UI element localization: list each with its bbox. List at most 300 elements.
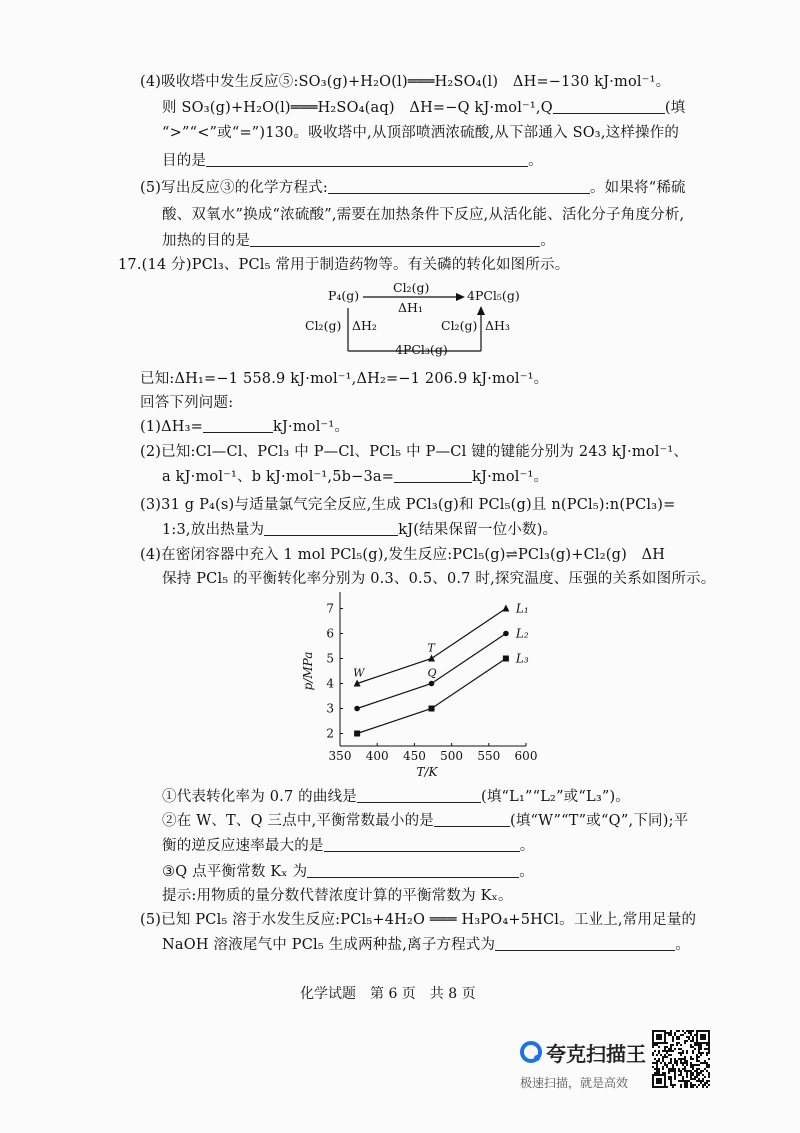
qr-module: [700, 1044, 702, 1046]
qr-module: [700, 1052, 702, 1054]
qr-module: [704, 1084, 706, 1086]
qr-module: [694, 1070, 696, 1072]
qr-module: [682, 1076, 684, 1078]
pressure-temperature-chart: [296, 586, 576, 786]
qr-module: [656, 1062, 658, 1064]
qr-module: [666, 1086, 668, 1088]
qr-module: [654, 1072, 656, 1074]
qr-module: [702, 1074, 704, 1076]
qr-module: [678, 1068, 680, 1070]
qr-module: [656, 1064, 658, 1066]
qr-module: [672, 1064, 674, 1066]
qr-module: [680, 1080, 682, 1082]
qr-module: [706, 1080, 708, 1082]
answer-blank[interactable]: [553, 99, 665, 114]
qr-module: [698, 1068, 700, 1070]
qr-module: [708, 1074, 710, 1076]
qr-module: [706, 1082, 708, 1084]
qr-module: [678, 1080, 680, 1082]
qr-module: [696, 1044, 698, 1046]
qr-module: [698, 1064, 700, 1066]
scanner-name: 夸克扫描王: [546, 1042, 646, 1066]
sub1-text: ①代表转化率为 0.7 的曲线是: [162, 789, 357, 805]
qr-module: [692, 1040, 694, 1042]
qr-module: [702, 1062, 704, 1064]
qr-module: [656, 1044, 658, 1046]
q17-1: [140, 417, 349, 437]
qr-module: [708, 1084, 710, 1086]
q17-3-line1: (3)31 g P₄(s)与适量氯气完全反应,生成 PCl₃(g)和 PCl₅(g)且 n(PCl₅):n(PCl₃)=: [140, 497, 676, 513]
qr-module: [664, 1050, 666, 1052]
qr-module: [696, 1072, 698, 1074]
data-point: [503, 631, 509, 637]
qr-module: [670, 1070, 672, 1072]
qr-module: [694, 1084, 696, 1086]
qr-module: [658, 1072, 660, 1074]
sub2-fill: (填“W”“T”或“Q”,下同);平: [510, 813, 689, 829]
qr-module: [678, 1036, 680, 1038]
qr-module: [684, 1070, 686, 1072]
qr-module: [654, 1058, 656, 1060]
qr-module: [680, 1072, 682, 1074]
q17-4-sub2-line2: [162, 836, 534, 856]
qr-module: [696, 1068, 698, 1070]
qr-module: [672, 1038, 674, 1040]
qr-module: [696, 1076, 698, 1078]
qr-module: [674, 1034, 676, 1036]
x-tick-label: 450: [402, 749, 426, 763]
qr-module: [666, 1056, 668, 1058]
qr-module: [678, 1038, 680, 1040]
qr-module: [686, 1072, 688, 1074]
qr-module: [686, 1050, 688, 1052]
qr-module: [698, 1084, 700, 1086]
qr-module: [664, 1054, 666, 1056]
qr-module: [702, 1070, 704, 1072]
qr-module: [674, 1074, 676, 1076]
q17-3-line2: [162, 520, 557, 540]
qr-module: [680, 1070, 682, 1072]
q17-3-heat-label: 1:3,放出热量为: [162, 522, 265, 538]
qr-module: [708, 1076, 710, 1078]
qr-module: [690, 1046, 692, 1048]
sub2-text2: 衡的逆反应速率最大的是: [162, 838, 324, 854]
qr-module: [684, 1062, 686, 1064]
q17-4-sub3: [162, 862, 534, 882]
q16-5-heat-label: 加热的目的是: [162, 233, 251, 249]
qr-module: [682, 1078, 684, 1080]
qr-module: [708, 1048, 710, 1050]
qr-module: [652, 1046, 654, 1048]
qr-module: [664, 1056, 666, 1058]
qr-module: [666, 1066, 668, 1068]
qr-module: [678, 1048, 680, 1050]
qr-module: [692, 1078, 694, 1080]
qr-module: [680, 1058, 682, 1060]
qr-module: [690, 1074, 692, 1076]
qr-module: [706, 1048, 708, 1050]
qr-module: [684, 1066, 686, 1068]
qr-module: [692, 1030, 694, 1032]
qr-module: [692, 1084, 694, 1086]
q17-2-expr: a kJ·mol⁻¹、b kJ·mol⁻¹,5b−3a=: [162, 469, 395, 485]
q17-4-line2: 保持 PCl₅ 的平衡转化率分别为 0.3、0.5、0.7 时,探究温度、压强的关系如图所示。: [162, 571, 716, 587]
qr-module: [684, 1040, 686, 1042]
qr-module: [678, 1058, 680, 1060]
qr-module: [680, 1052, 682, 1054]
qr-module: [662, 1072, 664, 1074]
diagram-pcl3: 4PCl₃(g): [395, 342, 448, 357]
qr-module: [698, 1072, 700, 1074]
qr-module: [706, 1052, 708, 1054]
data-point: [502, 605, 509, 612]
y-tick-label: 3: [326, 701, 334, 716]
qr-module: [696, 1080, 698, 1082]
q16-5-prompt: (5)写出反应③的化学方程式:: [140, 180, 328, 196]
qr-module: [686, 1040, 688, 1042]
qr-module: [698, 1060, 700, 1062]
qr-module: [670, 1080, 672, 1082]
answer-blank[interactable]: [203, 418, 273, 433]
qr-module: [668, 1054, 670, 1056]
qr-module: [700, 1082, 702, 1084]
qr-module: [668, 1072, 670, 1074]
q16-5-line2: 酸、双氧水”换成“浓硫酸”,需要在加热条件下反应,从活化能、活化分子角度分析,: [162, 207, 685, 223]
diagram-dh2: ΔH₂: [352, 318, 377, 333]
qr-module: [674, 1032, 676, 1034]
qr-module: [654, 1050, 656, 1052]
answer-blank[interactable]: [357, 788, 481, 803]
qr-module: [680, 1062, 682, 1064]
q17-5-line2: [162, 935, 690, 955]
qr-module: [690, 1034, 692, 1036]
sub2-text: ②在 W、T、Q 三点中,平衡常数最小的是: [162, 813, 434, 829]
qr-module: [674, 1076, 676, 1078]
period: 。: [519, 864, 534, 880]
period: 。: [675, 937, 690, 953]
diagram-dh3: ΔH₃: [485, 318, 510, 333]
qr-module: [676, 1064, 678, 1066]
qr-module: [696, 1060, 698, 1062]
answer-blank[interactable]: [206, 152, 528, 167]
q17-5-line1: (5)已知 PCl₅ 溶于水发生反应:PCl₅+4H₂O ═══ H₃PO₄+5HCl。工业上,常用足量的: [140, 912, 697, 928]
qr-module: [698, 1078, 700, 1080]
qr-module: [680, 1060, 682, 1062]
qr-module: [702, 1052, 704, 1054]
arrow-head: [477, 306, 485, 315]
qr-module: [652, 1066, 654, 1068]
quark-logo-icon: [520, 1041, 542, 1063]
qr-module: [690, 1082, 692, 1084]
qr-module: [672, 1086, 674, 1088]
qr-module: [674, 1070, 676, 1072]
qr-module: [692, 1072, 694, 1074]
qr-module: [688, 1030, 690, 1032]
q16-4-purpose-label: 目的是: [162, 153, 207, 169]
qr-module: [692, 1038, 694, 1040]
qr-module: [668, 1068, 670, 1070]
qr-module: [666, 1052, 668, 1054]
qr-module: [674, 1048, 676, 1050]
qr-module: [692, 1074, 694, 1076]
data-point: [429, 681, 435, 687]
qr-module: [652, 1054, 654, 1056]
page-footer: 化学试题 第 6 页 共 8 页: [300, 986, 476, 1002]
qr-module: [678, 1074, 680, 1076]
qr-module: [656, 1070, 658, 1072]
answer-blank[interactable]: [394, 468, 472, 483]
qr-module: [676, 1030, 678, 1032]
qr-module: [696, 1064, 698, 1066]
qr-module: [688, 1036, 690, 1038]
qr-module: [668, 1032, 670, 1034]
qr-module: [696, 1070, 698, 1072]
qr-module: [658, 1070, 660, 1072]
qr-module: [682, 1068, 684, 1070]
qr-module: [682, 1058, 684, 1060]
qr-module: [664, 1064, 666, 1066]
qr-module: [670, 1068, 672, 1070]
qr-module: [658, 1058, 660, 1060]
qr-module: [680, 1048, 682, 1050]
qr-module: [690, 1040, 692, 1042]
qr-module: [690, 1032, 692, 1034]
qr-module: [666, 1042, 668, 1044]
qr-module: [678, 1052, 680, 1054]
qr-module: [652, 1052, 654, 1054]
q17-known: 已知:ΔH₁=−1 558.9 kJ·mol⁻¹,ΔH₂=−1 206.9 kJ·mol⁻¹。: [140, 371, 549, 387]
qr-module: [668, 1078, 670, 1080]
qr-module: [658, 1046, 660, 1048]
qr-module: [672, 1066, 674, 1068]
qr-module: [694, 1076, 696, 1078]
qr-module: [690, 1078, 692, 1080]
qr-module: [668, 1034, 670, 1036]
qr-module: [698, 1056, 700, 1058]
data-point: [503, 656, 509, 662]
x-tick-label: 550: [477, 749, 501, 763]
qr-module: [686, 1076, 688, 1078]
qr-module: [704, 1062, 706, 1064]
qr-module: [672, 1068, 674, 1070]
qr-module: [684, 1086, 686, 1088]
qr-module: [696, 1086, 698, 1088]
qr-module: [684, 1056, 686, 1058]
x-tick-label: 600: [514, 749, 538, 763]
sub1-fill: (填“L₁”“L₂”或“L₃”)。: [480, 789, 631, 805]
qr-module: [676, 1044, 678, 1046]
qr-module: [656, 1068, 658, 1070]
qr-module: [698, 1080, 700, 1082]
qr-module: [662, 1050, 664, 1052]
qr-module: [670, 1030, 672, 1032]
qr-module: [708, 1080, 710, 1082]
qr-module: [680, 1034, 682, 1036]
qr-module: [678, 1042, 680, 1044]
qr-module: [706, 1070, 708, 1072]
q17-4-sub1: [162, 787, 630, 807]
qr-module: [704, 1048, 706, 1050]
answer-blank[interactable]: [324, 837, 520, 852]
qr-module: [670, 1054, 672, 1056]
q17-stem: 17.(14 分)PCl₃、PCl₅ 常用于制造药物等。有关磷的转化如图所示。: [118, 257, 570, 273]
point-label: Q: [427, 666, 437, 680]
qr-module: [692, 1068, 694, 1070]
qr-module: [696, 1056, 698, 1058]
y-tick-label: 6: [326, 626, 334, 641]
qr-module: [704, 1068, 706, 1070]
qr-module: [652, 1044, 654, 1046]
qr-module: [670, 1046, 672, 1048]
qr-module: [658, 1068, 660, 1070]
qr-module: [708, 1044, 710, 1046]
q16-5-line3: [162, 231, 555, 251]
qr-module: [708, 1066, 710, 1068]
qr-module: [696, 1054, 698, 1056]
qr-module: [670, 1060, 672, 1062]
qr-module: [654, 1044, 656, 1046]
q17-4-line1: (4)在密闭容器中充入 1 mol PCl₅(g),发生反应:PCl₅(g)⇌PCl₃(g)+Cl₂(g) ΔH: [140, 547, 666, 563]
qr-module: [670, 1050, 672, 1052]
qr-module: [692, 1058, 694, 1060]
qr-module: [664, 1072, 666, 1074]
qr-module: [658, 1050, 660, 1052]
qr-module: [670, 1078, 672, 1080]
qr-module: [698, 1074, 700, 1076]
qr-module: [702, 1084, 704, 1086]
qr-module: [692, 1050, 694, 1052]
qr-module: [690, 1084, 692, 1086]
qr-module: [662, 1060, 664, 1062]
x-tick-label: 400: [365, 749, 389, 763]
qr-module: [682, 1064, 684, 1066]
qr-module: [696, 1058, 698, 1060]
qr-module: [686, 1070, 688, 1072]
q17-3-unit: kJ(结果保留一位小数)。: [398, 522, 558, 538]
answer-blank[interactable]: [328, 179, 590, 194]
qr-module: [688, 1080, 690, 1082]
qr-module: [676, 1062, 678, 1064]
qr-module: [664, 1048, 666, 1050]
qr-module: [704, 1060, 706, 1062]
q16-5-line1: [140, 178, 686, 198]
qr-module: [692, 1086, 694, 1088]
q17-2-line2: [162, 467, 548, 487]
qr-module: [668, 1050, 670, 1052]
x-tick-label: 500: [440, 749, 464, 763]
qr-module: [686, 1052, 688, 1054]
qr-module: [684, 1080, 686, 1082]
q16-4-line2-text: 则 SO₃(g)+H₂O(l)═══H₂SO₄(aq) ΔH=−Q kJ·mol⁻¹,Q: [162, 100, 553, 116]
y-tick-label: 7: [326, 601, 334, 616]
data-point: [354, 706, 360, 712]
qr-module: [692, 1066, 694, 1068]
q17-4-hint: 提示:用物质的量分数代替浓度计算的平衡常数为 Kₓ。: [162, 888, 513, 904]
answer-blank[interactable]: [307, 863, 519, 878]
qr-module: [700, 1062, 702, 1064]
qr-module: [676, 1036, 678, 1038]
qr-finder: [700, 1034, 706, 1040]
q16-4-line2-fill: (填: [664, 100, 686, 116]
qr-module: [652, 1062, 654, 1064]
q17-5-prompt: NaOH 溶液尾气中 PCl₅ 生成两种盐,离子方程式为: [162, 937, 496, 953]
qr-module: [698, 1050, 700, 1052]
answer-blank[interactable]: [434, 812, 510, 827]
qr-module: [690, 1066, 692, 1068]
qr-code-icon: [652, 1030, 710, 1088]
qr-module: [700, 1054, 702, 1056]
qr-module: [654, 1062, 656, 1064]
q17-2-unit: kJ·mol⁻¹。: [472, 469, 549, 485]
q17-answer-prompt: 回答下列问题:: [140, 395, 234, 411]
qr-module: [688, 1032, 690, 1034]
answer-blank[interactable]: [495, 936, 675, 951]
qr-module: [678, 1070, 680, 1072]
period: 。: [519, 838, 535, 854]
diagram-right-reagent: Cl₂(g): [441, 318, 478, 333]
qr-module: [670, 1076, 672, 1078]
qr-module: [684, 1068, 686, 1070]
qr-module: [690, 1044, 692, 1046]
answer-blank[interactable]: [250, 232, 540, 247]
answer-blank[interactable]: [264, 521, 398, 536]
qr-module: [684, 1082, 686, 1084]
qr-module: [668, 1070, 670, 1072]
qr-module: [658, 1060, 660, 1062]
y-tick-label: 5: [326, 651, 334, 666]
qr-module: [656, 1060, 658, 1062]
qr-module: [702, 1078, 704, 1080]
qr-module: [690, 1064, 692, 1066]
qr-module: [700, 1046, 702, 1048]
qr-module: [684, 1060, 686, 1062]
qr-module: [694, 1034, 696, 1036]
qr-module: [700, 1072, 702, 1074]
qr-module: [690, 1056, 692, 1058]
q17-1-label: (1)ΔH₃=: [140, 419, 204, 435]
qr-module: [666, 1050, 668, 1052]
q16-5-tail: 。如果将“稀硫: [589, 180, 686, 196]
qr-module: [694, 1042, 696, 1044]
qr-module: [672, 1040, 674, 1042]
q16-4-line4: [162, 151, 543, 171]
qr-module: [698, 1052, 700, 1054]
diagram-dh1: ΔH₁: [398, 300, 423, 315]
qr-module: [690, 1076, 692, 1078]
qr-module: [674, 1084, 676, 1086]
qr-module: [698, 1044, 700, 1046]
qr-module: [682, 1052, 684, 1054]
qr-module: [670, 1044, 672, 1046]
qr-module: [684, 1058, 686, 1060]
qr-module: [666, 1032, 668, 1034]
y-axis-title: p/MPa: [301, 651, 315, 691]
qr-module: [694, 1044, 696, 1046]
qr-module: [670, 1048, 672, 1050]
qr-module: [706, 1062, 708, 1064]
qr-module: [682, 1062, 684, 1064]
qr-module: [662, 1066, 664, 1068]
qr-module: [688, 1038, 690, 1040]
qr-module: [680, 1044, 682, 1046]
qr-module: [670, 1082, 672, 1084]
x-axis-title: T/K: [416, 765, 438, 779]
qr-module: [706, 1064, 708, 1066]
qr-module: [672, 1050, 674, 1052]
qr-module: [700, 1048, 702, 1050]
qr-module: [686, 1082, 688, 1084]
qr-module: [678, 1030, 680, 1032]
